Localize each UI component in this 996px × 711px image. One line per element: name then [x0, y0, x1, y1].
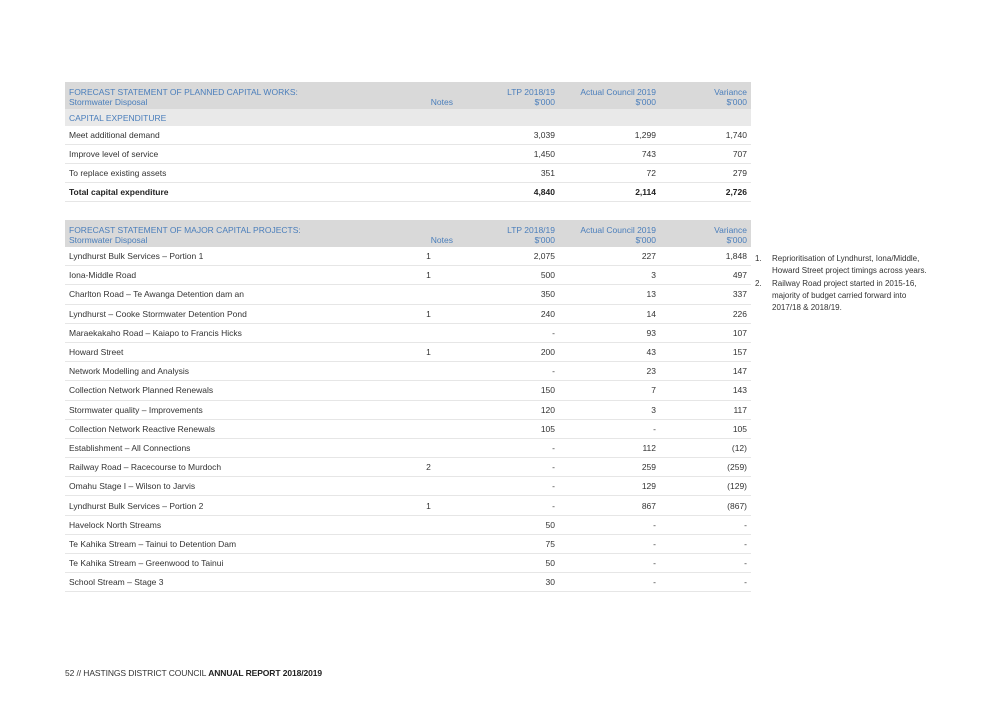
row-ltp-value: - — [457, 323, 559, 342]
footnote-item — [755, 253, 935, 277]
row-notes — [400, 477, 457, 496]
row-label: Lyndhurst – Cooke Stormwater Detention Pond — [65, 304, 400, 323]
row-ltp-value: 500 — [457, 266, 559, 285]
row-ltp-value: 50 — [457, 515, 559, 534]
row-notes — [400, 554, 457, 573]
row-actual-value: 3 — [559, 400, 660, 419]
row-notes — [400, 164, 457, 183]
actual-header-line-1: Actual Council 2019 — [580, 87, 656, 97]
row-actual-value: 1,299 — [559, 126, 660, 145]
row-notes: 1 — [400, 342, 457, 361]
row-notes — [400, 362, 457, 381]
row-label: Maraekakaho Road – Kaiapo to Francis Hicks — [65, 323, 400, 342]
footnote-text: Reprioritisation of Lyndhurst, Iona/Middle, Howard Street project timings across years. — [772, 254, 927, 275]
variance-header-line-2: $'000 — [726, 235, 747, 245]
row-variance-value: - — [660, 554, 751, 573]
row-ltp-value: - — [457, 458, 559, 477]
ltp-header-line-2: $'000 — [534, 97, 555, 107]
row-label: Lyndhurst Bulk Services – Portion 1 — [65, 247, 400, 266]
row-label: Charlton Road – Te Awanga Detention dam an — [65, 285, 400, 304]
row-variance-value: (867) — [660, 496, 751, 515]
row-actual-value: 259 — [559, 458, 660, 477]
table-row — [65, 515, 751, 534]
row-label: Havelock North Streams — [65, 515, 400, 534]
row-ltp-value: 150 — [457, 381, 559, 400]
footnote-number: 1. — [755, 254, 762, 263]
actual-header-line-2: $'000 — [635, 235, 656, 245]
table-row — [65, 400, 751, 419]
row-actual-value: - — [559, 515, 660, 534]
row-label: Collection Network Reactive Renewals — [65, 419, 400, 438]
row-actual-value: 72 — [559, 164, 660, 183]
total-variance: 2,726 — [660, 183, 751, 202]
row-notes: 1 — [400, 496, 457, 515]
row-label: Collection Network Planned Renewals — [65, 381, 400, 400]
row-variance-value: 279 — [660, 164, 751, 183]
row-label: Iona-Middle Road — [65, 266, 400, 285]
planned-works-rows — [65, 126, 751, 183]
table-row — [65, 266, 751, 285]
row-notes — [400, 381, 457, 400]
row-ltp-value: - — [457, 362, 559, 381]
row-notes — [400, 534, 457, 553]
row-variance-value: - — [660, 573, 751, 592]
table-row — [65, 126, 751, 145]
row-notes — [400, 400, 457, 419]
row-actual-value: 867 — [559, 496, 660, 515]
table-row — [65, 285, 751, 304]
actual-column-header — [559, 82, 660, 109]
row-variance-value: - — [660, 534, 751, 553]
row-actual-value: - — [559, 573, 660, 592]
row-actual-value: 43 — [559, 342, 660, 361]
ltp-column-header — [457, 220, 559, 247]
row-label: School Stream – Stage 3 — [65, 573, 400, 592]
row-ltp-value: - — [457, 438, 559, 457]
row-variance-value: 226 — [660, 304, 751, 323]
row-variance-value: 105 — [660, 419, 751, 438]
row-variance-value: 147 — [660, 362, 751, 381]
row-actual-value: 3 — [559, 266, 660, 285]
row-ltp-value: 3,039 — [457, 126, 559, 145]
row-actual-value: 112 — [559, 438, 660, 457]
row-ltp-value: 350 — [457, 285, 559, 304]
ltp-header-line-2: $'000 — [534, 235, 555, 245]
footer-report-title: ANNUAL REPORT 2018/2019 — [208, 668, 322, 678]
table-row — [65, 573, 751, 592]
row-actual-value: 14 — [559, 304, 660, 323]
table-title — [65, 220, 400, 247]
table-row — [65, 458, 751, 477]
title-line-2: Stormwater Disposal — [69, 235, 148, 245]
row-label: Te Kahika Stream – Tainui to Detention Dam — [65, 534, 400, 553]
variance-column-header — [660, 220, 751, 247]
row-notes — [400, 126, 457, 145]
major-projects-rows — [65, 247, 751, 592]
ltp-header-line-1: LTP 2018/19 — [507, 225, 555, 235]
table-row — [65, 438, 751, 457]
total-row — [65, 183, 751, 202]
row-actual-value: 743 — [559, 145, 660, 164]
table-row — [65, 477, 751, 496]
row-ltp-value: 351 — [457, 164, 559, 183]
row-notes — [400, 145, 457, 164]
row-ltp-value: 1,450 — [457, 145, 559, 164]
table-row — [65, 362, 751, 381]
row-variance-value: (259) — [660, 458, 751, 477]
section-label: CAPITAL EXPENDITURE — [65, 109, 400, 126]
table-row — [65, 342, 751, 361]
table-header — [65, 220, 751, 247]
footnote-text: Railway Road project started in 2015-16, majority of budget carried forward into 2017/18 & 2018/19. — [772, 279, 917, 312]
notes-column-header: Notes — [400, 82, 457, 109]
footnote-item — [755, 278, 935, 314]
row-ltp-value: 2,075 — [457, 247, 559, 266]
row-ltp-value: 75 — [457, 534, 559, 553]
table-row — [65, 145, 751, 164]
row-label: Lyndhurst Bulk Services – Portion 2 — [65, 496, 400, 515]
table-row — [65, 304, 751, 323]
row-variance-value: 1,740 — [660, 126, 751, 145]
row-ltp-value: 30 — [457, 573, 559, 592]
table-title — [65, 82, 400, 109]
actual-column-header — [559, 220, 660, 247]
row-notes — [400, 573, 457, 592]
row-variance-value: (129) — [660, 477, 751, 496]
row-ltp-value: 200 — [457, 342, 559, 361]
row-variance-value: 143 — [660, 381, 751, 400]
planned-capital-works-table — [65, 82, 751, 202]
ltp-column-header — [457, 82, 559, 109]
page-footer — [65, 668, 322, 678]
variance-column-header — [660, 82, 751, 109]
title-line-1: FORECAST STATEMENT OF MAJOR CAPITAL PROJECTS: — [69, 225, 301, 235]
footnotes — [755, 253, 935, 315]
row-variance-value: 1,848 — [660, 247, 751, 266]
row-variance-value: (12) — [660, 438, 751, 457]
table-row — [65, 534, 751, 553]
row-ltp-value: - — [457, 477, 559, 496]
table-header — [65, 82, 751, 109]
row-label: Omahu Stage I – Wilson to Jarvis — [65, 477, 400, 496]
table-row — [65, 554, 751, 573]
row-actual-value: - — [559, 534, 660, 553]
row-actual-value: 227 — [559, 247, 660, 266]
variance-header-line-2: $'000 — [726, 97, 747, 107]
row-variance-value: 707 — [660, 145, 751, 164]
row-actual-value: - — [559, 419, 660, 438]
row-notes — [400, 285, 457, 304]
section-header-row — [65, 109, 751, 126]
row-variance-value: 117 — [660, 400, 751, 419]
row-ltp-value: 120 — [457, 400, 559, 419]
title-line-2: Stormwater Disposal — [69, 97, 148, 107]
row-variance-value: - — [660, 515, 751, 534]
row-label: Meet additional demand — [65, 126, 400, 145]
row-notes — [400, 323, 457, 342]
row-ltp-value: 50 — [457, 554, 559, 573]
row-variance-value: 157 — [660, 342, 751, 361]
row-actual-value: 23 — [559, 362, 660, 381]
variance-header-line-1: Variance — [714, 225, 747, 235]
table-row — [65, 247, 751, 266]
row-variance-value: 497 — [660, 266, 751, 285]
row-ltp-value: - — [457, 496, 559, 515]
variance-header-line-1: Variance — [714, 87, 747, 97]
row-actual-value: 13 — [559, 285, 660, 304]
row-notes: 1 — [400, 266, 457, 285]
row-ltp-value: 240 — [457, 304, 559, 323]
row-label: Te Kahika Stream – Greenwood to Tainui — [65, 554, 400, 573]
table-row — [65, 323, 751, 342]
row-label: Improve level of service — [65, 145, 400, 164]
row-label: To replace existing assets — [65, 164, 400, 183]
table-row — [65, 381, 751, 400]
row-notes — [400, 419, 457, 438]
actual-header-line-2: $'000 — [635, 97, 656, 107]
table-row — [65, 164, 751, 183]
table-row — [65, 496, 751, 515]
row-notes — [400, 515, 457, 534]
row-notes: 1 — [400, 304, 457, 323]
row-notes: 1 — [400, 247, 457, 266]
total-label: Total capital expenditure — [65, 183, 400, 202]
row-ltp-value: 105 — [457, 419, 559, 438]
row-actual-value: - — [559, 554, 660, 573]
row-variance-value: 337 — [660, 285, 751, 304]
row-label: Stormwater quality – Improvements — [65, 400, 400, 419]
footer-prefix: 52 // HASTINGS DISTRICT COUNCIL — [65, 668, 209, 678]
row-label: Railway Road – Racecourse to Murdoch — [65, 458, 400, 477]
total-actual: 2,114 — [559, 183, 660, 202]
footnote-number: 2. — [755, 279, 762, 288]
row-label: Network Modelling and Analysis — [65, 362, 400, 381]
table-row — [65, 419, 751, 438]
actual-header-line-1: Actual Council 2019 — [580, 225, 656, 235]
total-ltp: 4,840 — [457, 183, 559, 202]
notes-column-header: Notes — [400, 220, 457, 247]
row-notes: 2 — [400, 458, 457, 477]
row-label: Establishment – All Connections — [65, 438, 400, 457]
row-actual-value: 93 — [559, 323, 660, 342]
row-actual-value: 129 — [559, 477, 660, 496]
row-variance-value: 107 — [660, 323, 751, 342]
major-capital-projects-table — [65, 220, 751, 592]
row-label: Howard Street — [65, 342, 400, 361]
ltp-header-line-1: LTP 2018/19 — [507, 87, 555, 97]
row-actual-value: 7 — [559, 381, 660, 400]
row-notes — [400, 438, 457, 457]
title-line-1: FORECAST STATEMENT OF PLANNED CAPITAL WORKS: — [69, 87, 298, 97]
